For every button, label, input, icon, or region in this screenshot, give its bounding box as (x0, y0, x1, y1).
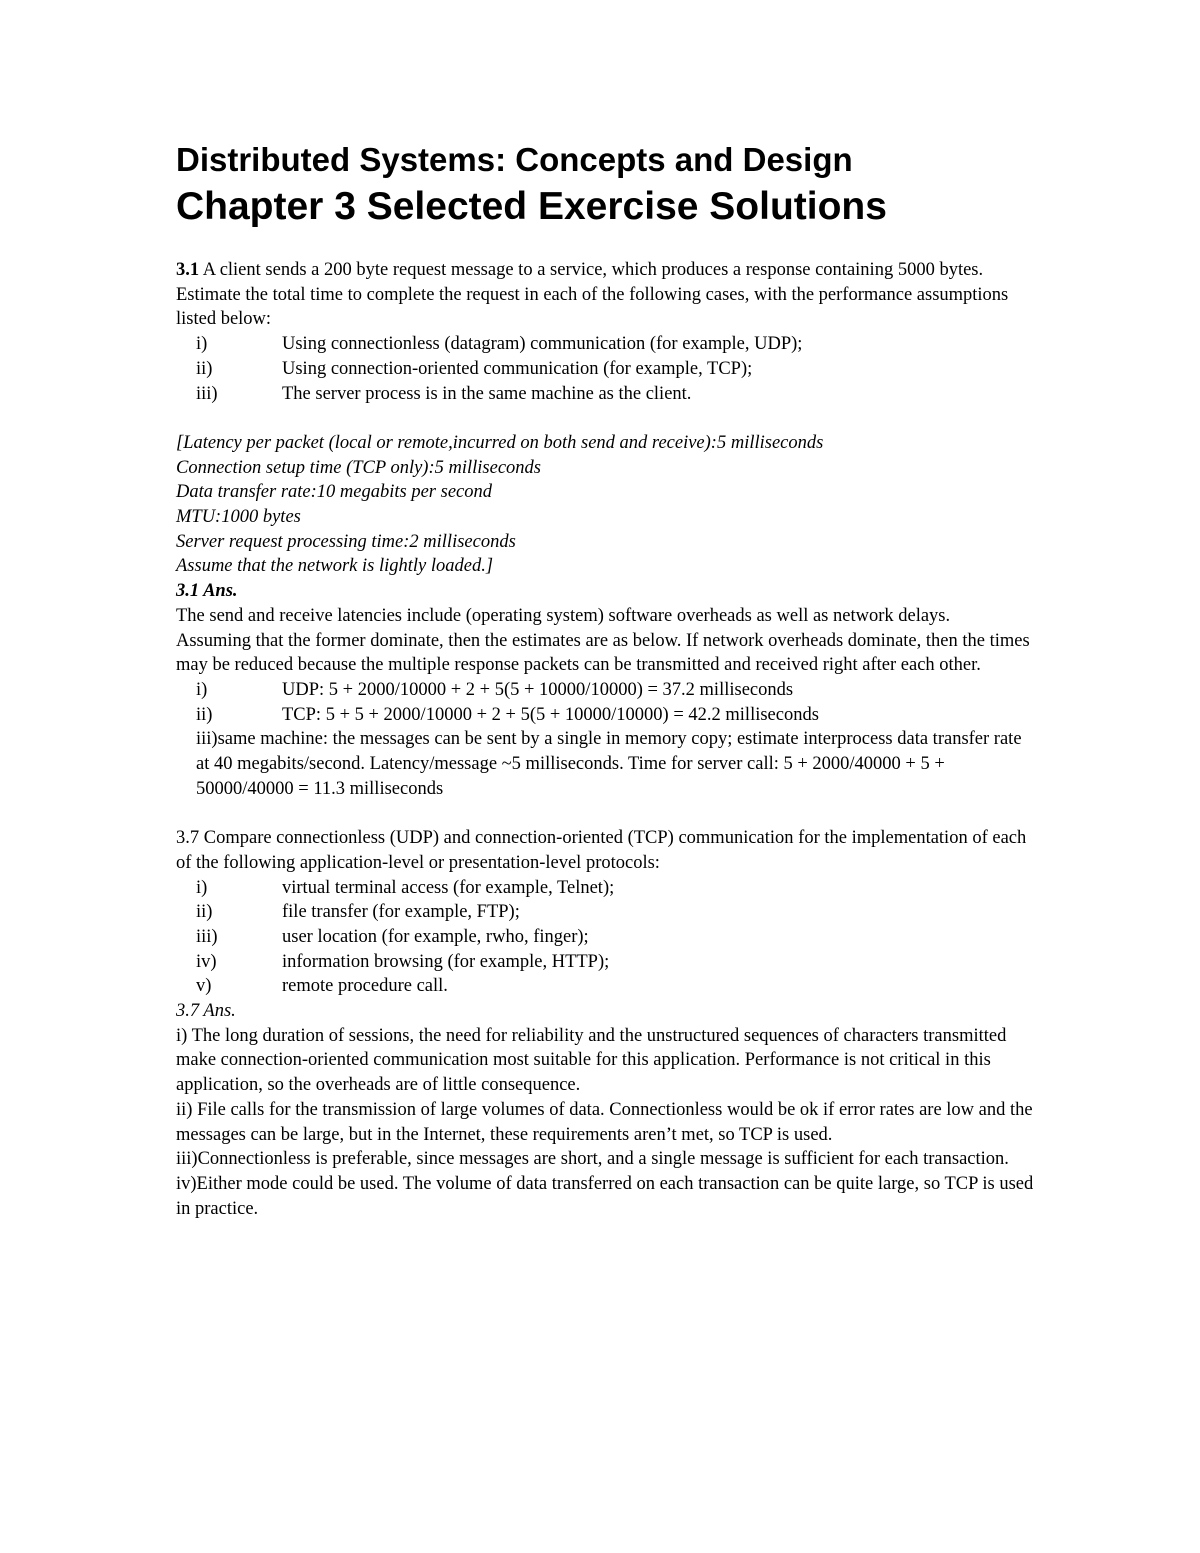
list-item-text: user location (for example, rwho, finger); (282, 926, 589, 947)
list-item-number: ii) (196, 902, 213, 923)
assumption-line: [Latency per packet (local or remote,incurred on both send and receive):5 milliseconds (176, 432, 824, 453)
answer-3-1-heading: 3.1 Ans. (176, 581, 238, 602)
answer-paragraph: i) The long duration of sessions, the need for reliability and the unstructured sequences of characters transmitted make connection-oriented communication most suitable for this application. Performance is not critical in this application, so the overheads are of little consequence. (176, 1025, 1007, 1096)
answer-3-1-estimates (176, 678, 1036, 727)
list-item-text: UDP: 5 + 2000/10000 + 2 + 5(5 + 10000/10000) = 37.2 milliseconds (282, 679, 794, 700)
list-item-number: v) (196, 976, 212, 997)
answer-3-7-heading: 3.7 Ans. (176, 1001, 236, 1022)
list-item (176, 900, 1036, 925)
list-item (176, 357, 1036, 382)
list-item (176, 925, 1036, 950)
question-3-7-protocols (176, 876, 1036, 1000)
list-item (176, 950, 1036, 975)
performance-assumptions (176, 431, 1036, 579)
list-item-text: information browsing (for example, HTTP); (282, 951, 610, 972)
list-item-number: ii) (196, 704, 213, 725)
list-item-text: Using connectionless (datagram) communication (for example, UDP); (282, 334, 803, 355)
question-number: 3.1 (176, 260, 200, 280)
list-item (176, 382, 1036, 407)
assumption-line: Server request processing time:2 milliseconds (176, 531, 516, 552)
assumption-line: Assume that the network is lightly loaded.] (176, 556, 494, 577)
document-page (176, 138, 1036, 1221)
list-item-text: The server process is in the same machine as the client. (282, 383, 692, 404)
list-item-number: ii) (196, 358, 213, 379)
list-item (176, 703, 1036, 728)
list-item-text: TCP: 5 + 5 + 2000/10000 + 2 + 5(5 + 10000/10000) = 42.2 milliseconds (282, 704, 819, 725)
list-item-number: iii) (196, 383, 218, 404)
list-item-number: i) (196, 334, 208, 355)
answer-paragraph: Assuming that the former dominate, then the estimates are as below. If network overheads dominate, then the times may be reduced because the multiple response packets can be transmitted and received right after each other. (176, 630, 1030, 676)
document-title: Distributed Systems: Concepts and Design (176, 141, 853, 178)
question-3-7: 3.7 Compare connectionless (UDP) and connection-oriented (TCP) communication for the implementation of each of the following application-level or presentation-level protocols: (176, 828, 1027, 873)
list-item-text: remote procedure call. (282, 976, 448, 997)
list-item (176, 974, 1036, 999)
list-item-text: file transfer (for example, FTP); (282, 902, 520, 923)
assumption-line: Data transfer rate:10 megabits per second (176, 482, 493, 503)
document-subtitle: Chapter 3 Selected Exercise Solutions (176, 185, 887, 228)
list-item (176, 332, 1036, 357)
list-item-number: i) (196, 877, 208, 898)
list-item-number: i) (196, 679, 208, 700)
question-3-1-cases (176, 332, 1036, 406)
list-item-text: virtual terminal access (for example, Telnet); (282, 877, 615, 898)
list-item (176, 876, 1036, 901)
question-3-1 (176, 258, 1036, 332)
answer-paragraph: ii) File calls for the transmission of large volumes of data. Connectionless would be ok if error rates are low and the messages can be large, but in the Internet, these requirements aren’t met, so TCP is used. (176, 1099, 1033, 1145)
list-item (176, 678, 1036, 703)
assumption-line: MTU:1000 bytes (176, 507, 301, 528)
answer-same-machine: iii)same machine: the messages can be sent by a single in memory copy; estimate interprocess data transfer rate at 40 megabits/second. Latency/message ~5 milliseconds. Time for server call: 5 + 2000/40000 + 5 + 50000/40000 = 11.3 milliseconds (196, 729, 1022, 799)
assumption-line: Connection setup time (TCP only):5 milliseconds (176, 457, 541, 478)
answer-paragraph: The send and receive latencies include (operating system) software overheads as well as network delays. (176, 605, 951, 626)
answer-paragraph: iii)Connectionless is preferable, since messages are short, and a single message is sufficient for each transaction. (176, 1149, 1009, 1170)
list-item-text: Using connection-oriented communication (for example, TCP); (282, 358, 753, 379)
answer-paragraph: iv)Either mode could be used. The volume of data transferred on each transaction can be quite large, so TCP is used in practice. (176, 1173, 1034, 1219)
list-item-number: iv) (196, 951, 217, 972)
question-text: A client sends a 200 byte request message to a service, which produces a response containing 5000 bytes. Estimate the total time to complete the request in each of the following cases, with the performance assumptions listed below: (176, 260, 1009, 330)
list-item-number: iii) (196, 926, 218, 947)
